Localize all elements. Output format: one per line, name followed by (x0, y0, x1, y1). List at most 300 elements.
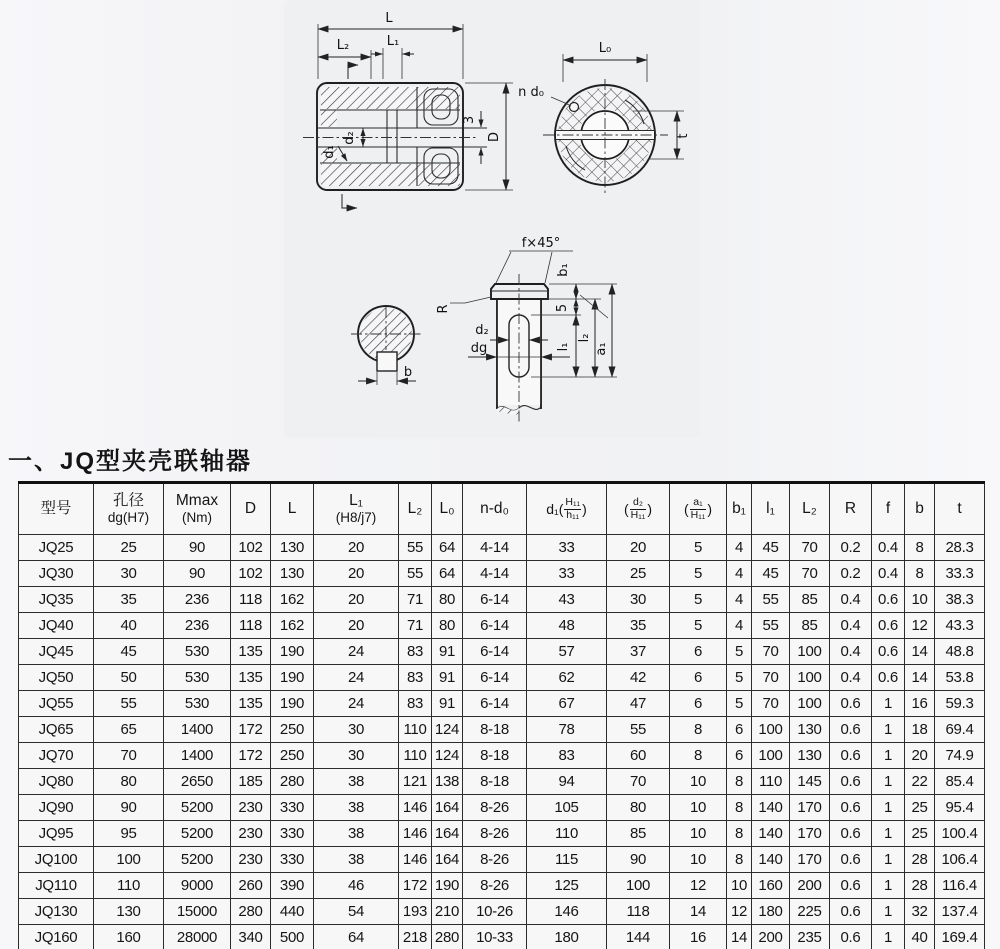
table-row (19, 587, 985, 613)
table-row (19, 717, 985, 743)
table-cell: 40 (905, 925, 935, 949)
header-text: f (885, 500, 891, 518)
table-cell: 32 (905, 899, 935, 925)
table-cell: 67 (527, 691, 607, 717)
table-cell: 6 (670, 665, 727, 691)
table-cell: 135 (231, 691, 271, 717)
table-cell: 53.8 (935, 665, 985, 691)
header-text: H₁₁ (690, 508, 706, 521)
table-cell: 280 (432, 925, 463, 949)
table-cell: 530 (164, 639, 231, 665)
column-header (670, 483, 727, 535)
table-cell: 10 (670, 821, 727, 847)
table-cell: 110 (527, 821, 607, 847)
table-cell: 30 (314, 743, 399, 769)
table-cell: 14 (905, 639, 935, 665)
table-cell: 135 (231, 639, 271, 665)
table-cell: 20 (314, 587, 399, 613)
table-cell: 55 (752, 613, 790, 639)
table-row (19, 821, 985, 847)
table-cell: 90 (164, 535, 231, 561)
table-cell: 69.4 (935, 717, 985, 743)
table-cell: 6 (670, 639, 727, 665)
table-cell: 45 (752, 561, 790, 587)
table-cell: 230 (231, 821, 271, 847)
header-text: 型号 (40, 500, 72, 518)
table-cell: 0.4 (872, 561, 905, 587)
table-cell: 100.4 (935, 821, 985, 847)
table-cell: 236 (164, 613, 231, 639)
dim-label-L: L (385, 11, 393, 26)
column-header (19, 483, 94, 535)
table-cell: 500 (271, 925, 314, 949)
table-cell: 145 (790, 769, 830, 795)
shaft-view-drawing (436, 236, 617, 424)
table-cell: 5200 (164, 847, 231, 873)
table-cell: 10 (670, 769, 727, 795)
table-cell: 137.4 (935, 899, 985, 925)
table-cell: 83 (399, 639, 432, 665)
table-cell: 30 (607, 587, 670, 613)
table-cell: 102 (231, 561, 271, 587)
table-cell: 280 (231, 899, 271, 925)
table-cell: 70 (94, 743, 164, 769)
table-cell: 8 (727, 795, 752, 821)
table-cell: 6-14 (463, 613, 527, 639)
table-cell: 59.3 (935, 691, 985, 717)
table-cell: 105 (527, 795, 607, 821)
table-cell: 16 (670, 925, 727, 949)
header-text: ) (582, 500, 587, 517)
table-cell: JQ160 (19, 925, 94, 949)
table-cell: 0.6 (872, 665, 905, 691)
column-header (527, 483, 607, 535)
table-cell: JQ80 (19, 769, 94, 795)
table-cell: 180 (527, 925, 607, 949)
header-text: L₂ (802, 500, 817, 518)
table-cell: 330 (271, 821, 314, 847)
table-cell: 70 (790, 561, 830, 587)
table-cell: 38 (314, 847, 399, 873)
table-cell: 90 (607, 847, 670, 873)
table-cell: 57 (527, 639, 607, 665)
table-cell: 54 (314, 899, 399, 925)
table-cell: 80 (94, 769, 164, 795)
table-row (19, 665, 985, 691)
table-cell: 10 (905, 587, 935, 613)
table-cell: 0.6 (872, 613, 905, 639)
table-cell: 106.4 (935, 847, 985, 873)
table-cell: 100 (790, 665, 830, 691)
table-row (19, 925, 985, 949)
table-cell: 1 (872, 769, 905, 795)
table-cell: 6-14 (463, 691, 527, 717)
column-header (607, 483, 670, 535)
table-cell: 230 (231, 847, 271, 873)
table-cell: 40 (94, 613, 164, 639)
header-text: d₁( (546, 500, 564, 517)
table-row (19, 873, 985, 899)
table-cell: 0.6 (830, 847, 872, 873)
table-cell: 225 (790, 899, 830, 925)
column-header (271, 483, 314, 535)
table-cell: 24 (314, 639, 399, 665)
header-text: L₂ (407, 500, 423, 518)
table-cell: 0.4 (830, 613, 872, 639)
table-cell: 1 (872, 717, 905, 743)
table-cell: 340 (231, 925, 271, 949)
table-cell: 5 (670, 613, 727, 639)
table-cell: 85 (790, 587, 830, 613)
table-cell: 140 (752, 847, 790, 873)
table-cell: 200 (752, 925, 790, 949)
dim-label-5: 5 (555, 303, 570, 313)
fraction (630, 497, 647, 520)
header-text: h₁₁ (566, 508, 580, 521)
table-cell: 0.4 (830, 639, 872, 665)
table-cell: 164 (432, 821, 463, 847)
table-cell: 90 (164, 561, 231, 587)
column-header (399, 483, 432, 535)
table-cell: 85 (607, 821, 670, 847)
table-cell: JQ90 (19, 795, 94, 821)
table-cell: 55 (399, 535, 432, 561)
table-cell: 70 (752, 691, 790, 717)
table-cell: 250 (271, 743, 314, 769)
table-cell: 10-26 (463, 899, 527, 925)
dim-label-L0: L₀ (598, 41, 612, 56)
table-cell: 8 (727, 847, 752, 873)
table-cell: 330 (271, 795, 314, 821)
table-cell: 8 (727, 821, 752, 847)
table-cell: 185 (231, 769, 271, 795)
dim-label-D: D (487, 131, 502, 143)
header-text: Mmax (175, 492, 219, 510)
header-text: dg(H7) (107, 510, 150, 526)
column-header (94, 483, 164, 535)
table-cell: 0.6 (830, 769, 872, 795)
table-cell: 47 (607, 691, 670, 717)
table-cell: 37 (607, 639, 670, 665)
table-cell: 235 (790, 925, 830, 949)
table-cell: 4-14 (463, 535, 527, 561)
table-cell: 0.6 (830, 795, 872, 821)
table-cell: 172 (231, 717, 271, 743)
table-cell: 164 (432, 795, 463, 821)
header-text: n-d₀ (480, 500, 509, 518)
table-cell: 1 (872, 847, 905, 873)
table-cell: 0.6 (872, 639, 905, 665)
table-cell: 28 (905, 873, 935, 899)
table-cell: 530 (164, 665, 231, 691)
table-cell: 130 (94, 899, 164, 925)
table-cell: 64 (432, 535, 463, 561)
table-cell: 8-18 (463, 769, 527, 795)
header-text: ( (623, 500, 629, 517)
table-cell: 10 (670, 847, 727, 873)
header-text: t (957, 500, 962, 518)
table-cell: 55 (399, 561, 432, 587)
table-cell: 8 (670, 743, 727, 769)
spec-table (18, 481, 985, 949)
dim-label-L2: L₂ (336, 38, 350, 53)
table-header-row (19, 483, 985, 535)
table-cell: 200 (790, 873, 830, 899)
section-title: 一、JQ型夹壳联轴器 (8, 448, 253, 475)
header-text: D (244, 500, 257, 518)
dim-label-gap3: 3 (462, 115, 477, 125)
column-header (830, 483, 872, 535)
dim-label-b1: b₁ (556, 263, 571, 277)
table-cell: 5 (670, 587, 727, 613)
table-cell: 74.9 (935, 743, 985, 769)
header-text: b₁ (732, 500, 746, 518)
table-cell: 110 (94, 873, 164, 899)
table-cell: 172 (231, 743, 271, 769)
table-cell: 130 (790, 717, 830, 743)
table-cell: 45 (94, 639, 164, 665)
table-cell: 6 (727, 743, 752, 769)
table-cell: 25 (607, 561, 670, 587)
table-cell: 70 (607, 769, 670, 795)
table-cell: 5200 (164, 795, 231, 821)
table-cell: 146 (399, 795, 432, 821)
table-cell: 25 (94, 535, 164, 561)
table-cell: 12 (727, 899, 752, 925)
table-row (19, 743, 985, 769)
table-cell: 30 (94, 561, 164, 587)
spec-table-wrap (18, 481, 984, 949)
table-cell: 91 (432, 691, 463, 717)
table-cell: 140 (752, 821, 790, 847)
table-cell: 8-18 (463, 717, 527, 743)
table-row (19, 639, 985, 665)
table-cell: 20 (314, 561, 399, 587)
table-cell: 1 (872, 899, 905, 925)
table-cell: 6-14 (463, 587, 527, 613)
header-fraction-label (684, 497, 712, 520)
table-cell: 0.4 (830, 665, 872, 691)
table-cell: JQ95 (19, 821, 94, 847)
header-fraction-label (624, 497, 652, 520)
table-cell: 38 (314, 769, 399, 795)
table-cell: 169.4 (935, 925, 985, 949)
table-cell: 94 (527, 769, 607, 795)
table-cell: 160 (752, 873, 790, 899)
table-cell: 118 (231, 587, 271, 613)
table-cell: 236 (164, 587, 231, 613)
table-cell: 130 (271, 561, 314, 587)
column-header (314, 483, 399, 535)
table-cell: 10 (670, 795, 727, 821)
table-cell: 91 (432, 665, 463, 691)
table-cell: 146 (399, 847, 432, 873)
table-cell: 70 (752, 639, 790, 665)
table-cell: 8-26 (463, 873, 527, 899)
header-text: (Nm) (182, 510, 212, 526)
column-header (231, 483, 271, 535)
column-header (790, 483, 830, 535)
table-cell: 33.3 (935, 561, 985, 587)
table-cell: 146 (527, 899, 607, 925)
header-text: ) (647, 500, 652, 517)
table-cell: 8 (727, 769, 752, 795)
header-fraction-label (546, 497, 587, 520)
table-cell: 10-33 (463, 925, 527, 949)
table-cell: JQ55 (19, 691, 94, 717)
header-text: b (915, 500, 924, 518)
table-cell: 71 (399, 587, 432, 613)
table-cell: 12 (905, 613, 935, 639)
table-row (19, 769, 985, 795)
table-cell: 390 (271, 873, 314, 899)
table-cell: 38 (314, 821, 399, 847)
table-cell: 33 (527, 561, 607, 587)
table-cell: 14 (727, 925, 752, 949)
table-cell: 193 (399, 899, 432, 925)
table-cell: 0.6 (830, 717, 872, 743)
table-cell: 0.6 (830, 899, 872, 925)
table-cell: 124 (432, 743, 463, 769)
table-cell: JQ45 (19, 639, 94, 665)
table-cell: 6-14 (463, 639, 527, 665)
table-cell: 4-14 (463, 561, 527, 587)
dim-label-L1: L₁ (386, 34, 400, 49)
table-cell: 172 (399, 873, 432, 899)
table-cell: 115 (527, 847, 607, 873)
table-cell: 10 (727, 873, 752, 899)
table-cell: 28000 (164, 925, 231, 949)
table-cell: 48.8 (935, 639, 985, 665)
table-cell: JQ35 (19, 587, 94, 613)
table-cell: 14 (905, 665, 935, 691)
table-cell: 1 (872, 743, 905, 769)
table-cell: 5 (670, 561, 727, 587)
table-cell: 95 (94, 821, 164, 847)
table-cell: 20 (607, 535, 670, 561)
table-cell: 0.4 (872, 535, 905, 561)
table-cell: 28.3 (935, 535, 985, 561)
table-cell: JQ65 (19, 717, 94, 743)
table-cell: 4 (727, 561, 752, 587)
dim-label-a1: a₁ (594, 342, 609, 356)
table-cell: 50 (94, 665, 164, 691)
table-cell: JQ100 (19, 847, 94, 873)
dim-label-l1: l₁ (556, 342, 571, 352)
table-cell: 100 (607, 873, 670, 899)
table-row (19, 899, 985, 925)
table-cell: 5 (727, 639, 752, 665)
table-cell: 55 (607, 717, 670, 743)
column-header (905, 483, 935, 535)
table-cell: 130 (790, 743, 830, 769)
table-cell: 125 (527, 873, 607, 899)
end-view-drawing (518, 41, 691, 193)
table-cell: 146 (399, 821, 432, 847)
dim-label-chamfer: f×45° (521, 236, 561, 251)
table-body (19, 535, 985, 949)
dim-label-b: b (403, 365, 413, 380)
table-cell: 218 (399, 925, 432, 949)
table-cell: 138 (432, 769, 463, 795)
table-cell: 162 (271, 587, 314, 613)
table-cell: 210 (432, 899, 463, 925)
table-cell: 30 (314, 717, 399, 743)
table-cell: JQ40 (19, 613, 94, 639)
table-cell: 121 (399, 769, 432, 795)
table-cell: 135 (231, 665, 271, 691)
table-cell: 60 (607, 743, 670, 769)
table-cell: 62 (527, 665, 607, 691)
table-cell: 95.4 (935, 795, 985, 821)
table-cell: 35 (607, 613, 670, 639)
table-cell: 230 (231, 795, 271, 821)
table-cell: 64 (432, 561, 463, 587)
table-cell: 83 (399, 665, 432, 691)
table-cell: 100 (94, 847, 164, 873)
key-section-drawing (351, 306, 421, 385)
table-cell: 170 (790, 795, 830, 821)
header-text: (H8/j7) (335, 510, 377, 526)
table-cell: 162 (271, 613, 314, 639)
table-cell: 8 (905, 561, 935, 587)
header-text: L₁ (349, 492, 363, 510)
table-cell: 144 (607, 925, 670, 949)
column-header (935, 483, 985, 535)
header-text: L₀ (439, 500, 455, 518)
table-cell: 160 (94, 925, 164, 949)
table-cell: 2650 (164, 769, 231, 795)
header-text: L (287, 500, 297, 518)
dim-label-dg: dg (470, 341, 488, 356)
table-cell: 0.6 (830, 821, 872, 847)
table-cell: JQ70 (19, 743, 94, 769)
table-cell: 0.2 (830, 561, 872, 587)
table-cell: 43 (527, 587, 607, 613)
table-row (19, 691, 985, 717)
table-cell: 5 (670, 535, 727, 561)
table-cell: 0.6 (830, 873, 872, 899)
table-cell: 5 (727, 665, 752, 691)
table-cell: 100 (790, 691, 830, 717)
table-row (19, 535, 985, 561)
table-cell: 100 (752, 743, 790, 769)
fraction (690, 497, 707, 520)
table-cell: 16 (905, 691, 935, 717)
table-cell: 5200 (164, 821, 231, 847)
table-cell: 28 (905, 847, 935, 873)
table-cell: 102 (231, 535, 271, 561)
table-cell: 170 (790, 847, 830, 873)
table-cell: 8-26 (463, 847, 527, 873)
table-cell: 530 (164, 691, 231, 717)
table-cell: 33 (527, 535, 607, 561)
table-row (19, 613, 985, 639)
table-cell: 170 (790, 821, 830, 847)
table-cell: 8 (670, 717, 727, 743)
dim-label-t: t (676, 133, 691, 139)
table-cell: 55 (94, 691, 164, 717)
table-cell: 8-26 (463, 821, 527, 847)
table-cell: 55 (752, 587, 790, 613)
header-text: ( (683, 500, 689, 517)
table-cell: 190 (271, 639, 314, 665)
table-cell: 20 (905, 743, 935, 769)
table-cell: 1 (872, 821, 905, 847)
table-cell: 100 (790, 639, 830, 665)
table-cell: 80 (432, 587, 463, 613)
column-header (872, 483, 905, 535)
